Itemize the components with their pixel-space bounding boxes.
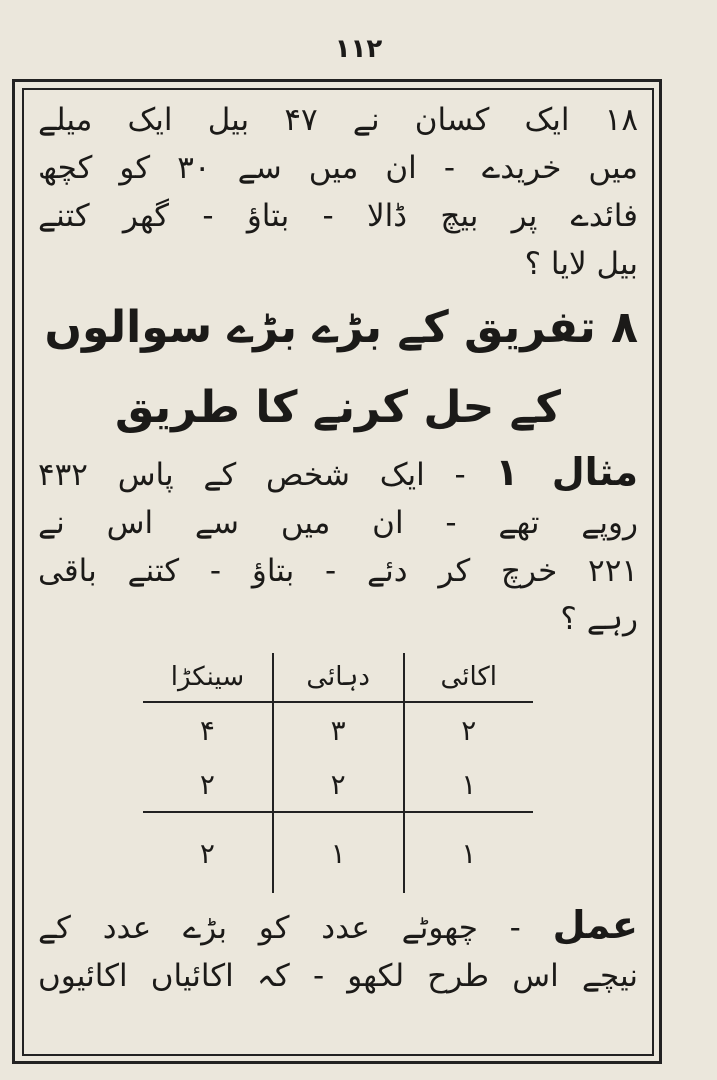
table-cell: ۳ <box>273 702 404 757</box>
example-1-line-3: ۲۲۱ خرچ کر دئے - بتاؤ - کتنے باقی <box>38 553 638 589</box>
question-18-line-2: میں خریدے - ان میں سے ۳۰ کو کچھ <box>38 150 638 186</box>
page-content <box>38 96 638 1046</box>
table-cell: ۲ <box>273 757 404 812</box>
section-heading-line-2: کے حل کرنے کا طریق <box>115 382 561 433</box>
place-value-table <box>143 653 533 893</box>
question-18 <box>38 96 638 288</box>
method-line-2: نیچے اس طرح لکھو - کہ اکائیاں اکائیوں <box>38 958 638 994</box>
method-label: عمل <box>552 903 638 947</box>
table-cell: ۱ <box>273 812 404 893</box>
example-1 <box>38 448 638 643</box>
method-paragraph <box>38 901 638 1000</box>
header-ones: اکائی <box>404 653 534 702</box>
table-cell: ۲ <box>143 812 273 893</box>
example-1-line-2: روپے تھے - ان میں سے اس نے <box>38 505 638 541</box>
table-result-row <box>143 812 533 893</box>
example-label: مثال ۱ <box>495 450 638 494</box>
question-18-line-1: ۱۸ ایک کسان نے ۴۷ بیل ایک میلے <box>38 102 638 138</box>
table-header-row <box>143 653 533 702</box>
section-heading <box>38 288 638 448</box>
method-line-1 <box>38 901 638 952</box>
table-cell: ۲ <box>143 757 273 812</box>
table-row <box>143 702 533 757</box>
example-1-line-1 <box>38 448 638 499</box>
table-cell: ۴ <box>143 702 273 757</box>
example-1-line-4: رہے ؟ <box>560 601 638 637</box>
header-hundreds: سینکڑا <box>143 653 273 702</box>
table-row <box>143 757 533 812</box>
example-1-line-1-text: - ایک شخص کے پاس ۴۳۲ <box>38 457 466 493</box>
table-cell: ۲ <box>461 713 477 747</box>
question-18-line-4: بیل لایا ؟ <box>524 246 638 282</box>
section-heading-line-1: ۸ تفریق کے بڑے بڑے سوالوں <box>44 302 638 353</box>
method-line-1-text: - چھوٹے عدد کو بڑے عدد کے <box>38 910 521 946</box>
header-tens: دہائی <box>273 653 404 702</box>
table-cell: ۱ <box>404 757 534 812</box>
question-18-line-3: فائدے پر بیچ ڈالا - بتاؤ - گھر کتنے <box>38 198 638 234</box>
table-cell: ۱ <box>461 836 477 870</box>
page-number: ۱۱۲ <box>334 34 383 64</box>
